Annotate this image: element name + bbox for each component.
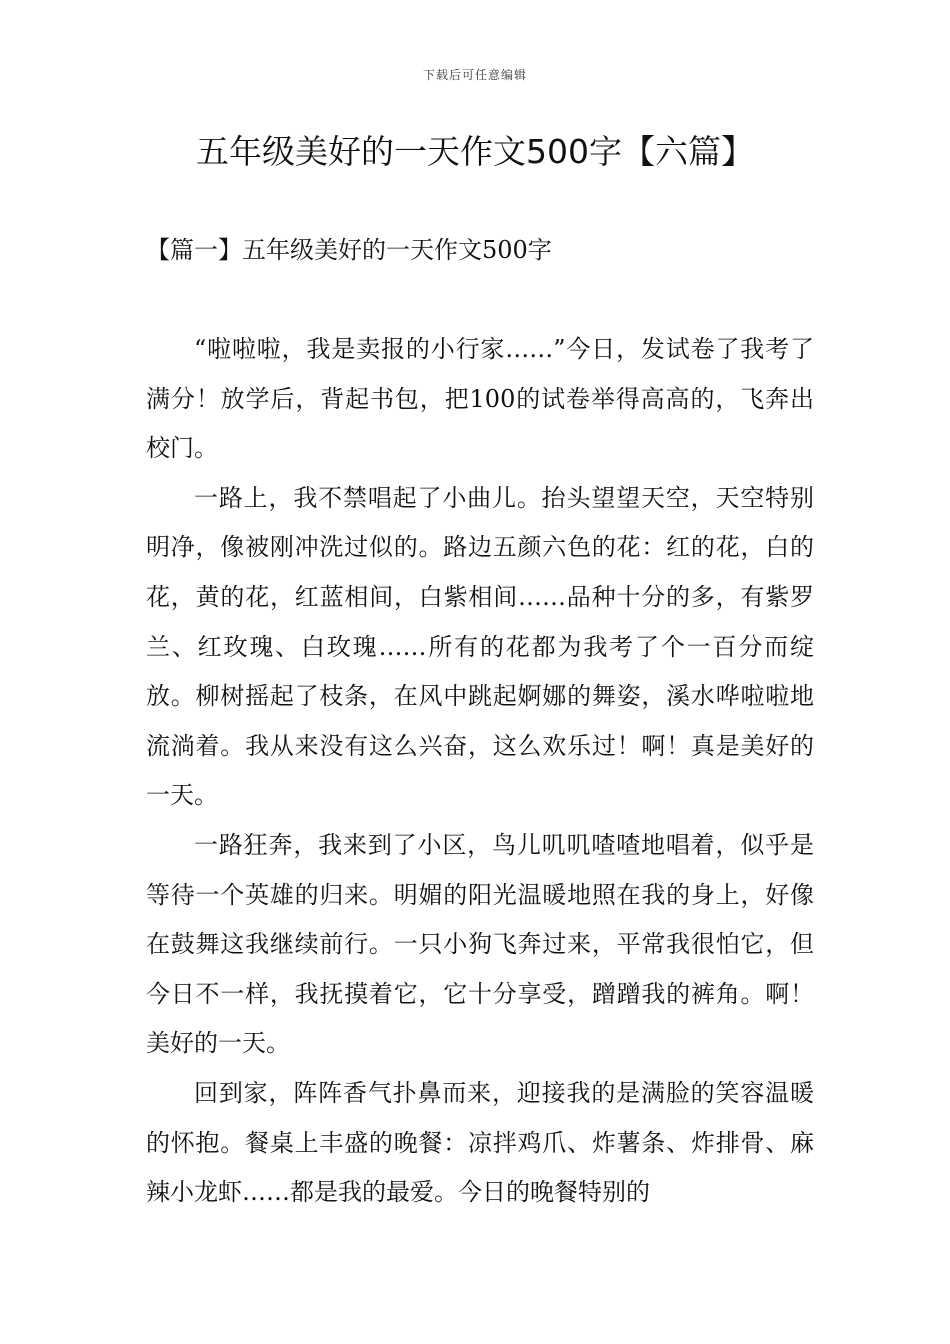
document-title: 五年级美好的一天作文500字【六篇】: [196, 132, 754, 171]
paragraph-3: 一路狂奔，我来到了小区，鸟儿叽叽喳喳地唱着，似乎是等待一个英雄的归来。明媚的阳光温暖地照在我的身上，好像在鼓舞这我继续前行。一只小狗飞奔过来，平常我很怕它，但今日不一样，我抚摸着它，它十分享受，蹭蹭我的裤角。啊！美好的一天。: [146, 830, 814, 1058]
paragraph-1: “啦啦啦，我是卖报的小行家……”今日，发试卷了我考了满分！放学后，背起书包，把100的试卷举得高高的，飞奔出校门。: [146, 335, 814, 463]
paragraph-4: 回到家，阵阵香气扑鼻而来，迎接我的是满脸的笑容温暖的怀抱。餐桌上丰盛的晚餐：凉拌鸡爪、炸薯条、炸排骨、麻辣小龙虾……都是我的最爱。今日的晚餐特别的: [146, 1078, 814, 1207]
essay-body: [146, 325, 814, 1218]
header-note: 下载后可任意编辑: [422, 68, 527, 82]
paragraph-2: 一路上，我不禁唱起了小曲儿。抬头望望天空，天空特别明净，像被刚冲洗过似的。路边五颜六色的花：红的花，白的花，黄的花，红蓝相间，白紫相间……品种十分的多，有紫罗兰、红玫瑰、白玫瑰……所有的花都为我考了个一百分而绽放。柳树摇起了枝条，在风中跳起婀娜的舞姿，溪水哗啦啦地流淌着。我从来没有这么兴奋，这么欢乐过！啊！真是美好的一天。: [146, 483, 814, 810]
section-heading: 【篇一】五年级美好的一天作文500字: [146, 236, 552, 264]
